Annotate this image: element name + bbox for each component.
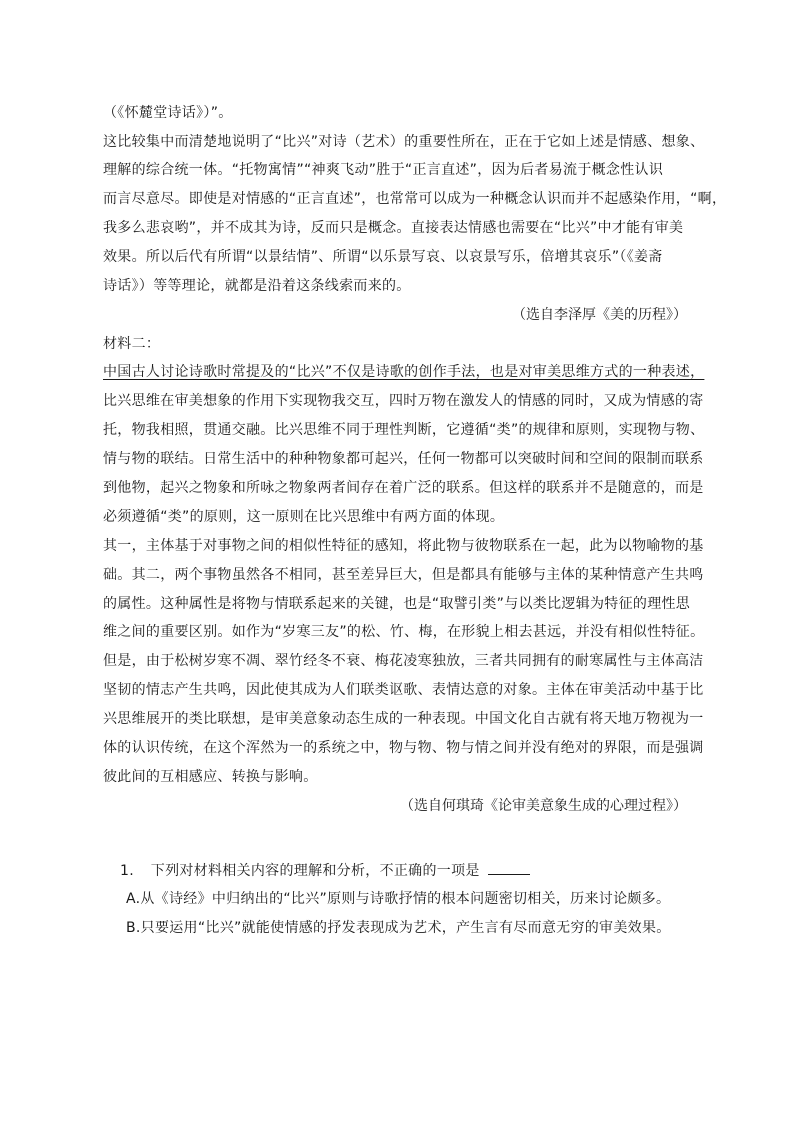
material2-line-9: 的属性。这种属性是将物与情联系起来的关键，也是“取譬引类”与以类比逻辑为特征的理性思	[103, 596, 691, 612]
material1-line-7: 诗话》）等等理论，就都是沿着这条线索而来的。	[103, 278, 411, 294]
material1-line-1: （《怀麓堂诗话》）”。	[103, 105, 233, 121]
material2-line-13: 兴思维展开的类比联想，是审美意象动态生成的一种表现。中国文化自古就有将天地万物视为一	[103, 711, 704, 727]
material2-line-2: 比兴思维在审美想象的作用下实现物我交互，四时万物在激发人的情感的同时，又成为情感的寄	[103, 393, 704, 409]
material1-line-4: 而言尽意尽。即使是对情感的“正言直述”，也常常可以成为一种概念认识而并不起感染作用，“啊，	[103, 191, 727, 207]
material2-line-5: 到他物，起兴之物象和所咏之物象两者间存在着广泛的联系。但这样的联系并不是随意的，而是	[103, 480, 704, 496]
question-stem: 下列对材料相关内容的理解和分析，不正确的一项是	[150, 863, 480, 879]
material2-line-6: 必须遵循“类”的原则，这一原则在比兴思维中有两方面的体现。	[103, 509, 505, 525]
material2-source: （选自何琪琦《论审美意象生成的心理过程》）	[400, 798, 687, 814]
option-a: A.从《诗经》中归纳出的“比兴”原则与诗歌抒情的根本问题密切相关，历来讨论颇多。	[126, 891, 671, 907]
material2-line-10: 维之间的重要区别。如作为“岁寒三友”的松、竹、梅，在形貌上相去甚远，并没有相似性特征。	[103, 624, 705, 640]
material1-line-5: 我多么悲哀哟”，并不成其为诗，反而只是概念。直接表达情感也需要在“比兴”中才能有审美	[103, 220, 684, 236]
option-b: B.只要运用“比兴”就能使情感的抒发表现成为艺术，产生言有尽而意无穷的审美效果。	[126, 920, 671, 936]
material2-line-15: 彼此间的互相感应、转换与影响。	[103, 769, 318, 785]
question-stem-line	[120, 860, 720, 881]
material1-line-3: 理解的综合统一体。“托物寓情”“神爽飞动”胜于“正言直述”，因为后者易流于概念性认识	[103, 162, 664, 178]
question-number: 1.	[120, 863, 134, 879]
material2-heading: 材料二：	[103, 336, 161, 352]
material1-line-6: 效果。所以后代有所谓“以景结情”、所谓“以乐景写哀、以哀景写乐，倍增其哀乐”（《姜斋	[103, 249, 663, 265]
material1-source: （选自李泽厚《美的历程》）	[512, 307, 687, 323]
material2-line-4: 情与物的联结。日常生活中的种种物象都可起兴，任何一物都可以突破时间和空间的限制而联系	[103, 451, 704, 467]
material2-line-7: 其一，主体基于对事物之间的相似性特征的感知，将此物与彼物联系在一起，此为以物喻物的基	[103, 538, 704, 554]
material2-line-12: 坚韧的情志产生共鸣，因此使其成为人们联类讴歌、表情达意的对象。主体在审美活动中基于比	[103, 682, 704, 698]
answer-blank[interactable]	[488, 860, 530, 875]
material1-line-2: 这比较集中而清楚地说明了“比兴”对诗（艺术）的重要性所在，正在于它如上述是情感、想象、	[103, 134, 705, 150]
material2-line-14: 体的认识传统，在这个浑然为一的系统之中，物与物、物与情之间并没有绝对的界限，而是强调	[103, 740, 704, 756]
material2-line-8: 础。其二，两个事物虽然各不相同，甚至差异巨大，但是都具有能够与主体的某种情意产生共鸣	[103, 567, 704, 583]
material2-line-11: 但是，由于松树岁寒不凋、翠竹经冬不衰、梅花凌寒独放，三者共同拥有的耐寒属性与主体高洁	[103, 653, 704, 669]
material2-line-3: 托，物我相照，贯通交融。比兴思维不同于理性判断，它遵循“类”的规律和原则，实现物与物、	[103, 422, 705, 438]
material2-line-1: 中国古人讨论诗歌时常提及的“比兴”不仅是诗歌的创作手法，也是对审美思维方式的一种表述，	[103, 364, 705, 380]
